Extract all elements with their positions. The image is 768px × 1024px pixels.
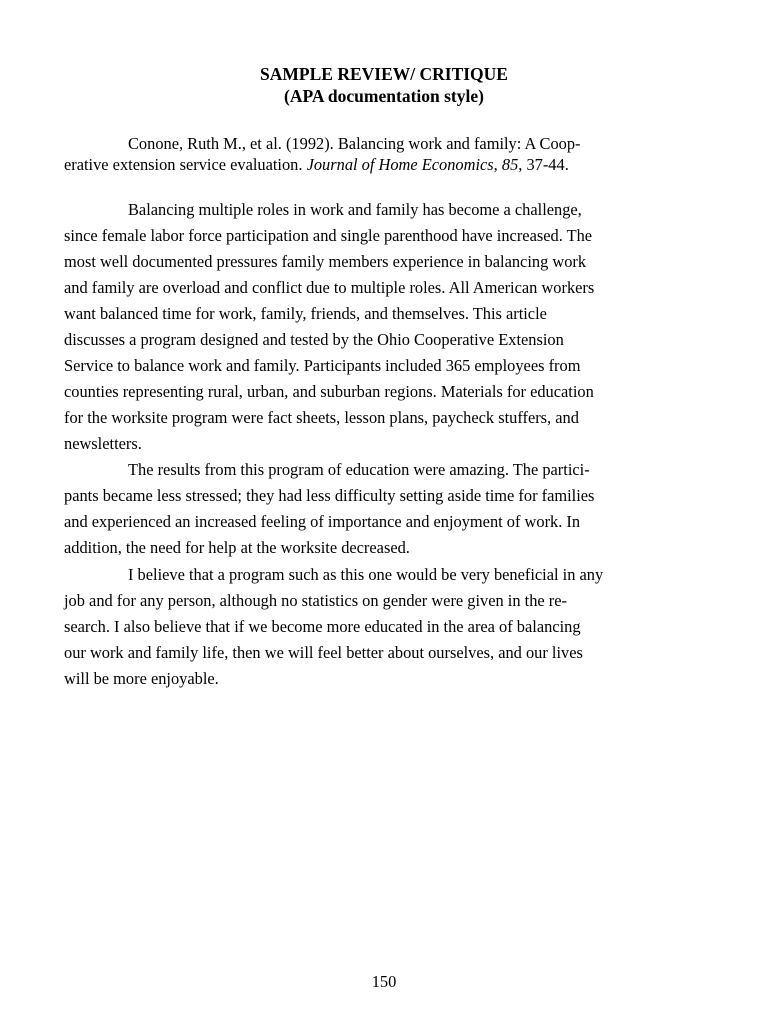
body-line: since female labor force participation and single parenthood have increased. The: [64, 226, 593, 245]
citation-text: erative extension service evaluation.: [64, 155, 307, 174]
citation-journal: Journal of Home Economics: [306, 155, 494, 174]
body-line: job and for any person, although no statistics on gender were given in the re-: [64, 591, 567, 610]
citation-pages: , 37-44.: [518, 155, 569, 174]
citation-comma: ,: [493, 155, 502, 174]
page-number: 150: [371, 972, 397, 991]
body-line: I believe that a program such as this one would be very beneficial in any: [128, 565, 604, 584]
body-line: discusses a program designed and tested by the Ohio Cooperative Extension: [64, 330, 564, 349]
body-line: Balancing multiple roles in work and family has become a challenge,: [128, 200, 582, 219]
body-line: our work and family life, then we will feel better about ourselves, and our lives: [64, 643, 583, 662]
body-line: want balanced time for work, family, friends, and themselves. This article: [64, 304, 547, 323]
body-line: The results from this program of education were amazing. The partici-: [128, 460, 590, 479]
body-line: for the worksite program were fact sheets, lesson plans, paycheck stuffers, and: [64, 408, 579, 427]
body-line: and experienced an increased feeling of importance and enjoyment of work. In: [64, 512, 581, 531]
page-subtitle: (APA documentation style): [284, 86, 484, 106]
body-line: most well documented pressures family members experience in balancing work: [64, 252, 587, 271]
citation-line-2: [64, 155, 569, 175]
page-title: SAMPLE REVIEW/ CRITIQUE: [260, 64, 508, 84]
body-line: counties representing rural, urban, and suburban regions. Materials for education: [64, 382, 594, 401]
body-line: Service to balance work and family. Participants included 365 employees from: [64, 356, 581, 375]
body-line: addition, the need for help at the worksite decreased.: [64, 538, 410, 557]
body-line: will be more enjoyable.: [64, 669, 219, 688]
citation-volume: 85: [501, 155, 519, 174]
body-line: newsletters.: [64, 434, 142, 453]
body-line: search. I also believe that if we become more educated in the area of balancing: [64, 617, 581, 636]
body-line: pants became less stressed; they had less difficulty setting aside time for families: [64, 486, 595, 505]
body-line: and family are overload and conflict due to multiple roles. All American workers: [64, 278, 595, 297]
citation-line-1: Conone, Ruth M., et al. (1992). Balancing work and family: A Coop-: [128, 134, 581, 153]
